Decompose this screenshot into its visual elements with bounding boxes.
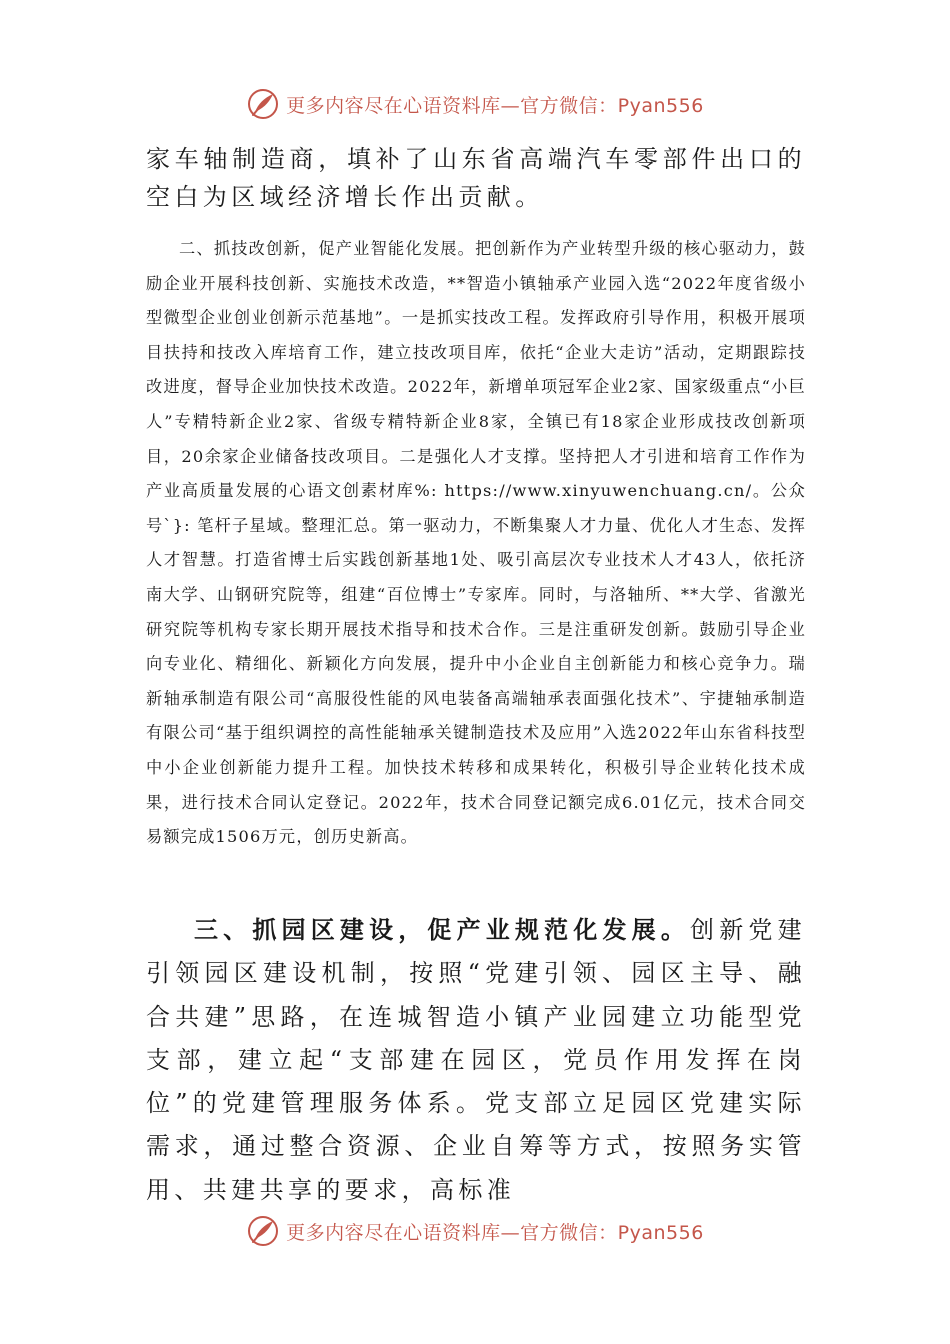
paragraph-text: 家车轴制造商，填补了山东省高端汽车零部件出口的空白为区域经济增长作出贡献。 [146,145,806,211]
continuation-paragraph [146,140,806,216]
watermark-text: 更多内容尽在心语资料库—官方微信：Pyan556 [286,1221,704,1244]
header-watermark [0,84,950,124]
section-three-paragraph [146,908,806,1212]
section-two-paragraph [146,232,806,855]
quill-pen-logo-icon [246,87,280,121]
paragraph-text: 二、抓技改创新，促产业智能化发展。把创新作为产业转型升级的核心驱动力，鼓励企业开展科技创新、实施技术改造，**智造小镇轴承产业园入选“2022年度省级小型微型企业创业创新示范基地”。一是抓实技改工程。发挥政府引导作用，积极开展项目扶持和技改入库培育工作，建立技改项目库，依托“企业大走访”活动，定期跟踪技改进度，督导企业加快技术改造。2022年，新增单项冠军企业2家、国家级重点“小巨人”专精特新企业2家、省级专精特新企业8家，全镇已有18家企业形成技改创新项目，20余家企业储备技改项目。二是强化人才支撑。坚持把人才引进和培育工作作为产业高质量发展的心语文创素材库%: https://www.xinyuwenchuang.cn/。公众号`}: 笔杆子星域。整理汇总。第一驱动力，不断集聚人才力量、优化人才生态、发挥人才智慧。打造省博士后实践创新基地1处、吸引高层次专业技术人才43人，依托济南大学、山钢研究院等，组建“百位博士”专家库。同时，与洛轴所、**大学、省激光研究院等机构专家长期开展技术指导和技术合作。三是注重研发创新。鼓励引导企业向专业化、精细化、新颖化方向发展，提升中小企业自主创新能力和核心竞争力。瑞新轴承制造有限公司“高服役性能的风电装备高端轴承表面强化技术”、宇捷轴承制造有限公司“基于组织调控的高性能轴承关键制造技术及应用”入选2022年山东省科技型中小企业创新能力提升工程。加快技术转移和成果转化，积极引导企业转化技术成果，进行技术合同认定登记。2022年，技术合同登记额完成6.01亿元，技术合同交易额完成1506万元，创历史新高。 [146,239,806,847]
section-heading: 三、抓园区建设，促产业规范化发展。 [194,915,691,944]
footer-watermark [0,1211,950,1251]
paragraph [146,908,806,1212]
watermark-text: 更多内容尽在心语资料库—官方微信：Pyan556 [286,94,704,117]
quill-pen-logo-icon [246,1214,280,1248]
watermark-id: Pyan556 [617,94,704,117]
paragraph-text: 创新党建引领园区建设机制，按照“党建引领、园区主导、融合共建”思路，在连城智造小镇产业园建立功能型党支部，建立起“支部建在园区，党员作用发挥在岗位”的党建管理服务体系。党支部立足园区党建实际需求，通过整合资源、企业自筹等方式，按照务实管用、共建共享的要求，高标准 [146,916,806,1204]
watermark-id: Pyan556 [617,1221,704,1244]
